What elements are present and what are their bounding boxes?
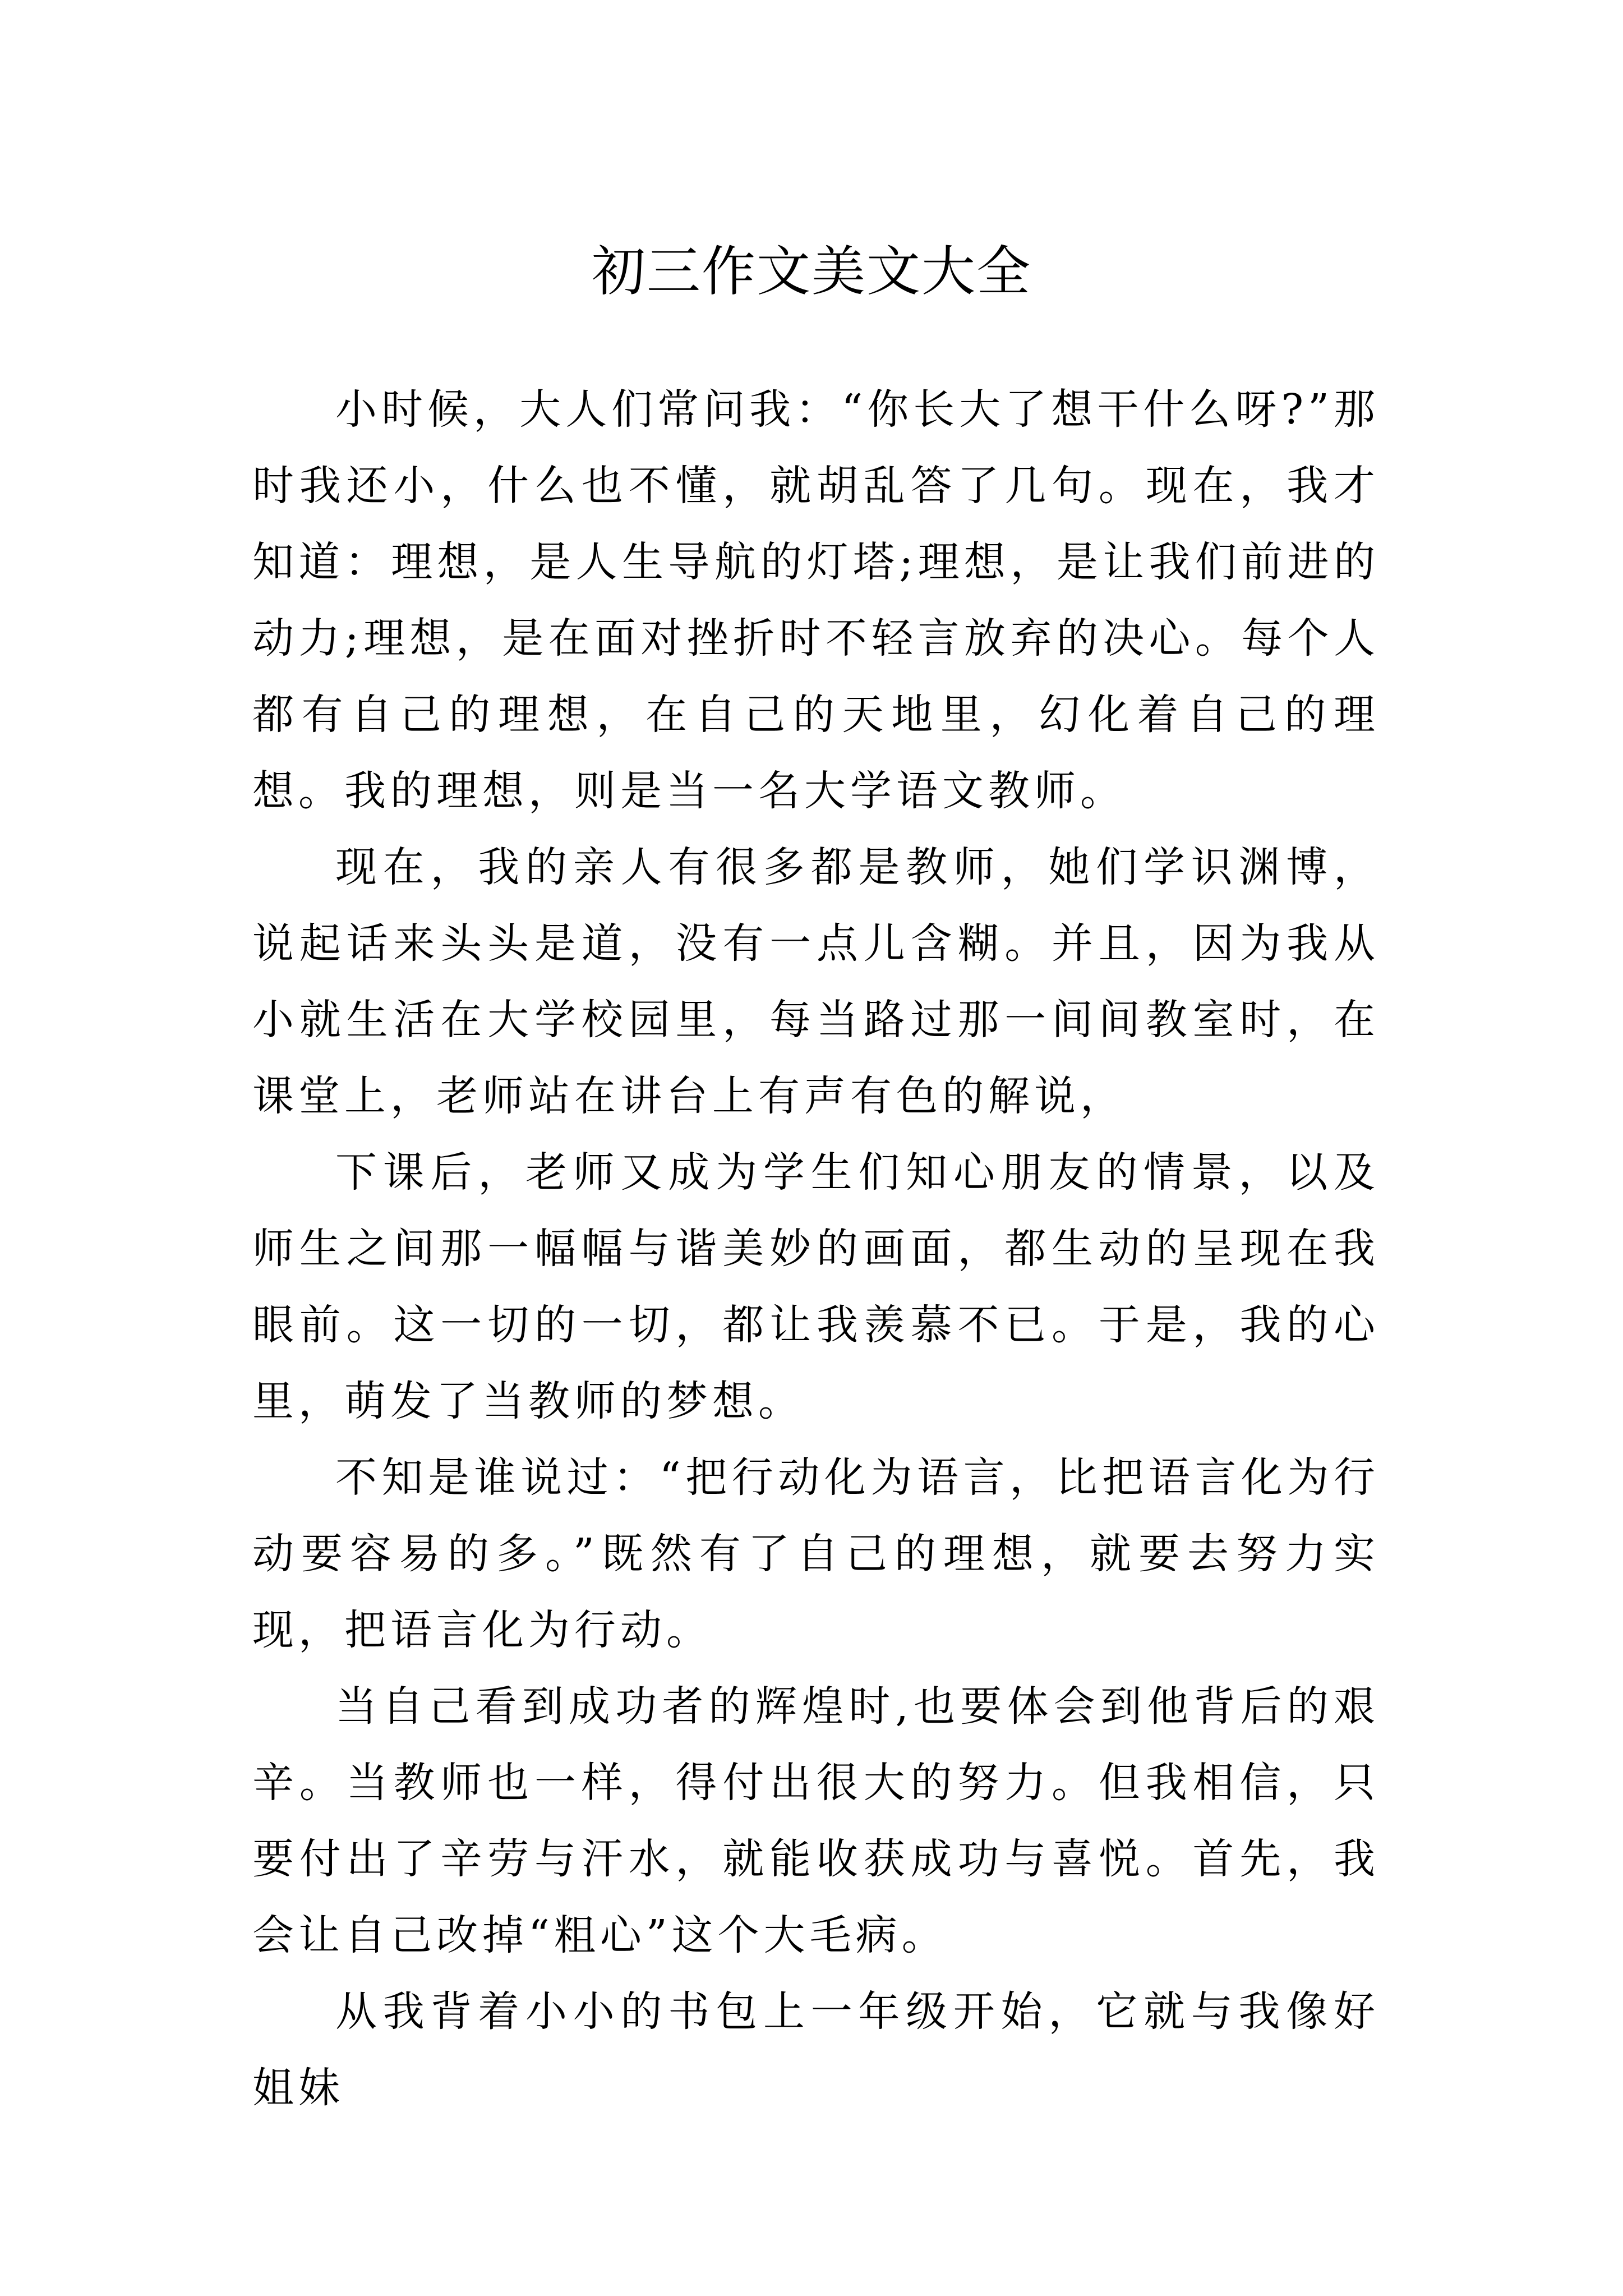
paragraph-4: 不知是谁说过：“把行动化为语言，比把语言化为行动要容易的多。”既然有了自己的理想，就要去努力实现，把语言化为行动。 xyxy=(252,1453,1380,1654)
paragraph-2: 现在，我的亲人有很多都是教师，她们学识渊博，说起话来头头是道，没有一点儿含糊。并且，因为我从小就生活在大学校园里，每当路过那一间间教室时，在课堂上，老师站在讲台上有声有色的解说， xyxy=(252,843,1380,1120)
document-title: 初三作文美文大全 xyxy=(592,240,1031,303)
paragraph-1: 小时候，大人们常问我：“你长大了想干什么呀?”那时我还小，什么也不懂，就胡乱答了几句。现在，我才知道：理想，是人生导航的灯塔;理想，是让我们前进的动力;理想，是在面对挫折时不轻言放弃的决心。每个人都有自己的理想，在自己的天地里，幻化着自己的理想。我的理想，则是当一名大学语文教师。 xyxy=(252,385,1380,815)
paragraph-3: 下课后，老师又成为学生们知心朋友的情景，以及师生之间那一幅幅与谐美妙的画面，都生动的呈现在我眼前。这一切的一切，都让我羡慕不已。于是，我的心里，萌发了当教师的梦想。 xyxy=(252,1148,1380,1425)
paragraph-5: 当自己看到成功者的辉煌时,也要体会到他背后的艰辛。当教师也一样，得付出很大的努力。但我相信，只要付出了辛劳与汗水，就能收获成功与喜悦。首先，我会让自己改掉“粗心”这个大毛病。 xyxy=(252,1682,1380,1959)
document-body xyxy=(252,371,1380,2126)
paragraph-6: 从我背着小小的书包上一年级开始，它就与我像好姐妹 xyxy=(252,1987,1380,2112)
